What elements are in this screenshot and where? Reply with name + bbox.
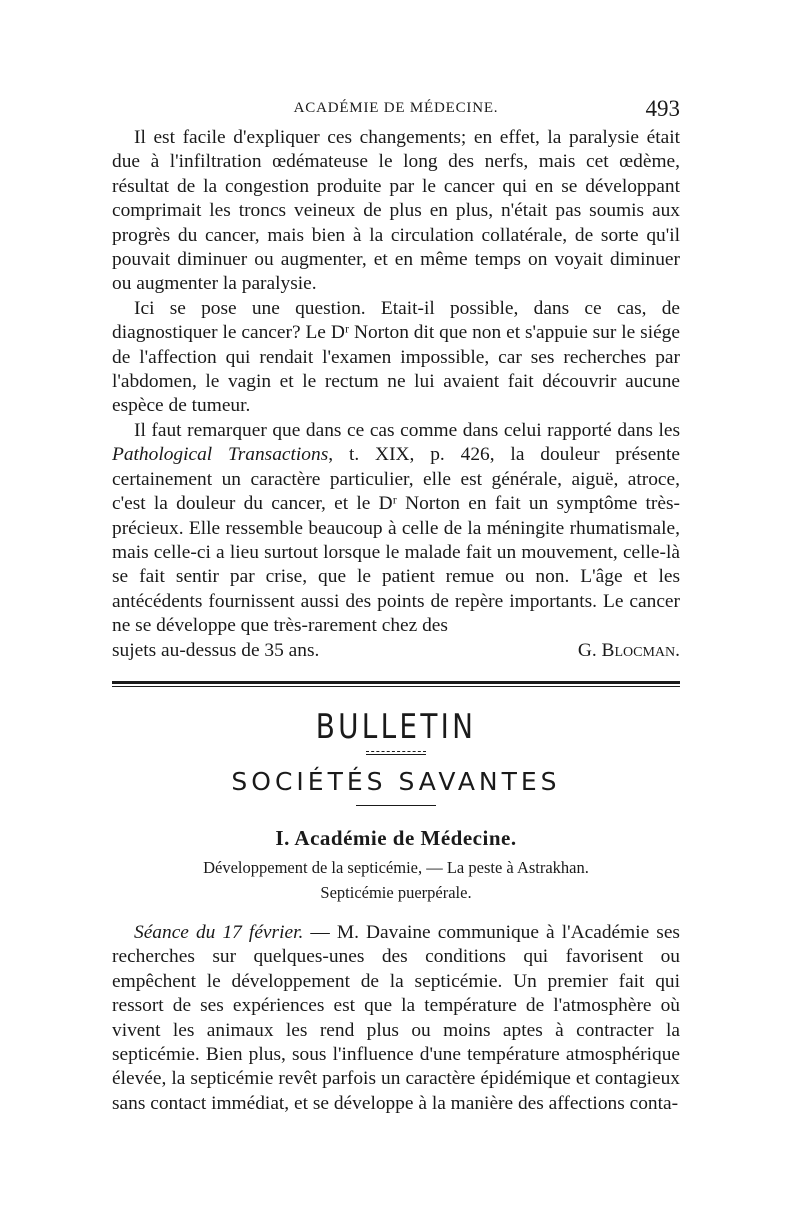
section-heading: I. Académie de Médecine. [275, 825, 517, 850]
session-paragraph [112, 921, 680, 1116]
journal-title: Pathological Transactions [112, 444, 329, 466]
ornament-rule [366, 751, 426, 755]
page [112, 96, 680, 1116]
rule-thick [112, 681, 680, 684]
rule-thin [112, 686, 680, 687]
paragraph-1: Il est facile d'expliquer ces changements; en effet, la paralysie était due à l'infiltration œdémateuse le long des nerfs, mais cet œdème, résultat de la congestion produite par le cancer qui en se développant comprimait les troncs veineux de plus en plus, n'était pas soumis aux progrès du cancer, mais bien à la circulation collatérale, de sorte qu'il pouvait diminuer ou augmenter, et en même temps on voyait diminuer ou augmenter la paralysie. [112, 127, 680, 295]
bulletin-title: BULLETIN [315, 706, 477, 747]
author-signature: G. Blocman. [577, 639, 680, 661]
running-head [112, 96, 680, 126]
short-rule [356, 805, 436, 806]
running-title: ACADÉMIE DE MÉDECINE. [293, 100, 499, 116]
page-number: 493 [645, 96, 680, 121]
bulletin-subtitle: SOCIÉTÉS SAVANTES [231, 766, 561, 796]
session-date: Séance du 17 février. [134, 921, 304, 943]
paragraph-3 [112, 419, 680, 639]
paragraph-3-rest: , t. XIX, p. 426, la douleur présente certainement un caractère particulier, elle est générale, aiguë, atroce, c'est la douleur du cancer, et le Dʳ Norton en fait un symptôme très-précieux. Elle ressemble beaucoup à celle de la méningite rhumatismale, mais celle-ci a lieu surtout lorsque le malade fait un mouvement, celle-là se fait sentir par crise, que le patient remue ou non. L'âge et les antécédents fournissent aussi des points de repère importants. Le cancer ne se développe que très-rarement chez des [112, 444, 680, 637]
paragraph-3-end: sujets au-dessus de 35 ans. [112, 639, 320, 661]
paragraph-3-last-line [112, 639, 680, 663]
summary-line-2: Septicémie puerpérale. [320, 882, 472, 902]
double-rule [112, 681, 680, 687]
section-summary [112, 855, 680, 905]
session-text: — M. Davaine communique à l'Académie ses recherches sur quelques-unes des conditions qui favorisent ou empêchent le développement de la septicémie. Un premier fait qui ressort de ses expériences est que la température de l'atmosphère où vivent les animaux les rend plus ou moins aptes à contracter la septicémie. Bien plus, sous l'influence d'une température atmosphérique élevée, la septicémie revêt parfois un caractère épidémique et contagieux sans contact immédiat, et se développe à la manière des affections conta- [112, 921, 680, 1114]
paragraph-3-start: Il faut remarquer que dans ce cas comme dans celui rapporté dans les [134, 419, 680, 441]
paragraph-2: Ici se pose une question. Etait-il possible, dans ce cas, de diagnostiquer le cancer? Le Dʳ Norton dit que non et s'appuie sur le siége de l'affection qui rendait l'examen impossible, car ses recherches par l'abdomen, le vagin et le rectum ne lui avaient fait découvrir aucune espèce de tumeur. [112, 297, 680, 417]
summary-line-1: Développement de la septicémie, — La peste à Astrakhan. [203, 857, 589, 877]
